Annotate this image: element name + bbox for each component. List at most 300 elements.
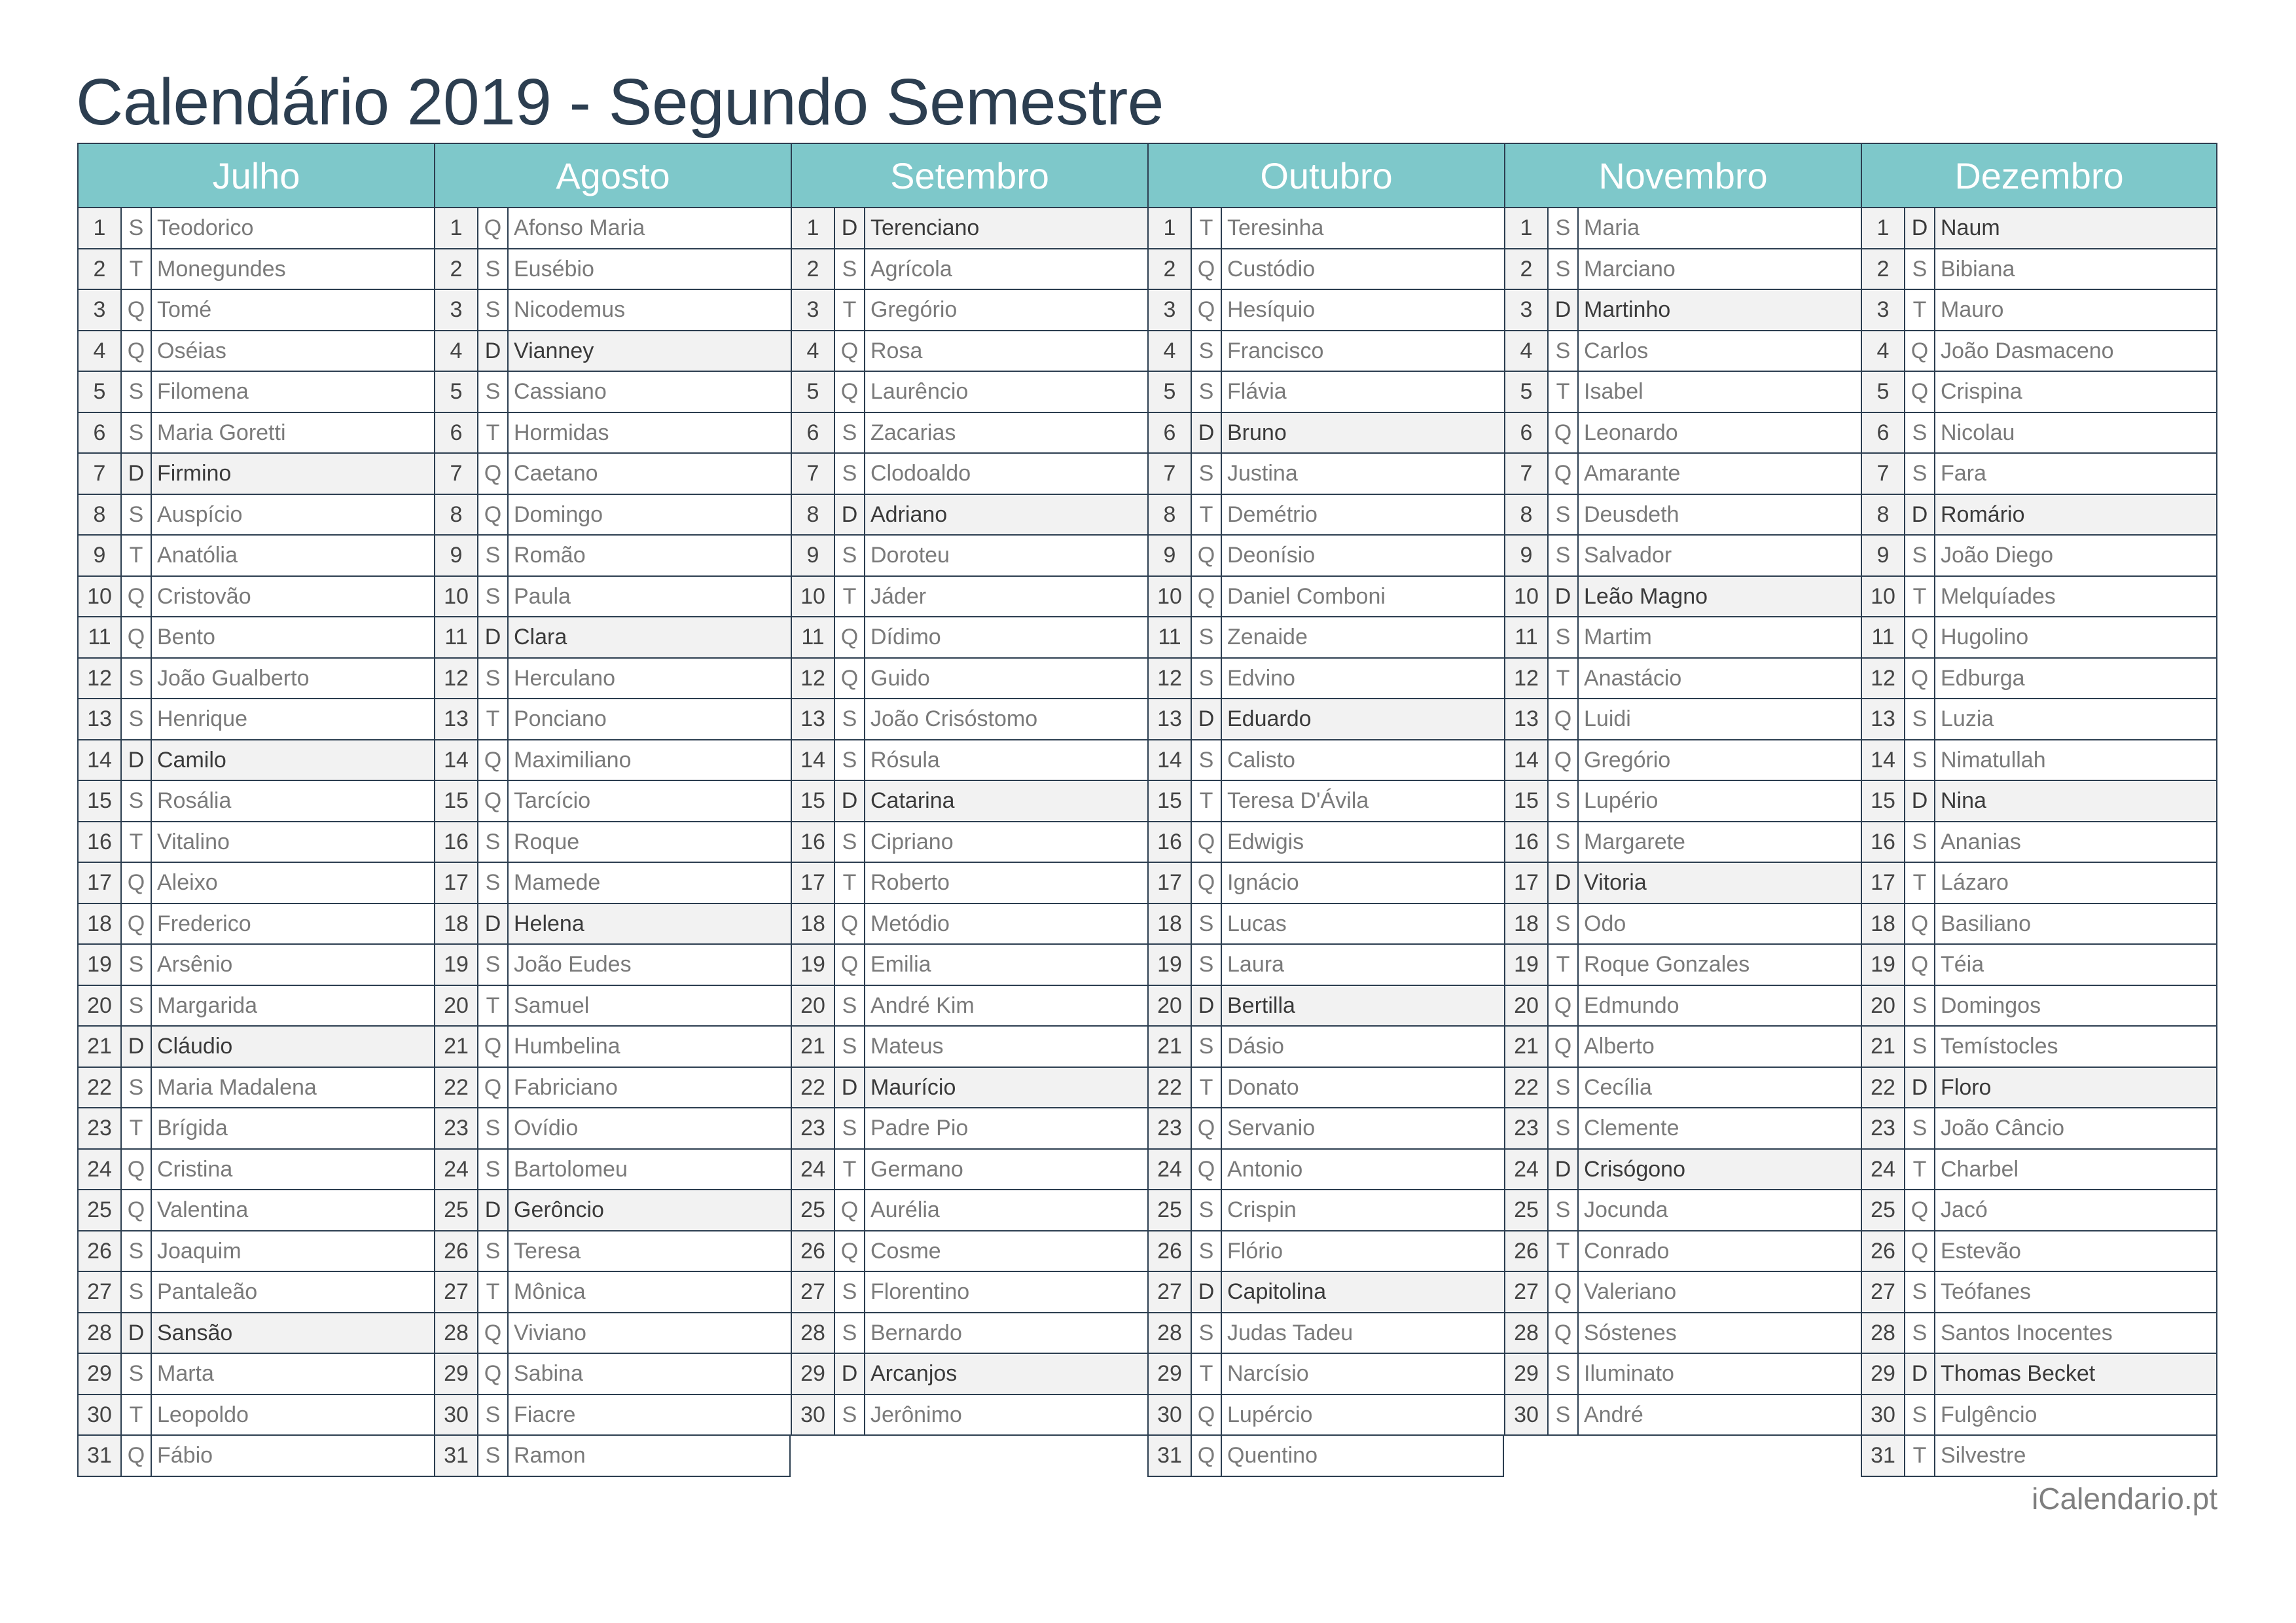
saint-name: Rosa xyxy=(870,338,923,363)
day-number: 10 xyxy=(792,577,835,617)
weekday-letter: S xyxy=(478,659,509,699)
weekday-letter: S xyxy=(478,1231,509,1271)
saint-name: Floro xyxy=(1941,1074,1992,1100)
saint-name: Lupério xyxy=(1584,788,1659,813)
day-number: 25 xyxy=(435,1190,478,1230)
day-row xyxy=(434,536,791,577)
day-row xyxy=(434,1231,791,1273)
saint-name: Jáder xyxy=(870,583,927,609)
saint-name: Crisógono xyxy=(1584,1156,1685,1182)
day-number: 8 xyxy=(1149,495,1192,535)
day-row xyxy=(1147,1231,1504,1273)
saint-name: Ovídio xyxy=(514,1116,579,1140)
saint-name: Zenaide xyxy=(1227,625,1308,649)
day-row xyxy=(1147,822,1504,864)
day-row xyxy=(77,1354,434,1395)
day-row xyxy=(1147,1108,1504,1150)
day-number: 12 xyxy=(792,659,835,699)
day-number: 13 xyxy=(792,699,835,739)
day-list xyxy=(77,208,434,1477)
weekday-letter: Q xyxy=(122,331,152,371)
day-row xyxy=(1147,740,1504,782)
saint-name: Mauro xyxy=(1941,297,2004,322)
month-column-3 xyxy=(1147,143,1504,1477)
day-number: 22 xyxy=(79,1068,122,1108)
day-row xyxy=(1861,699,2217,740)
day-number: 2 xyxy=(1505,249,1549,289)
saint-name: Ananias xyxy=(1941,829,2021,854)
saint-name: Luzia xyxy=(1941,706,1994,731)
weekday-letter: S xyxy=(478,372,509,412)
day-row xyxy=(1861,249,2217,291)
day-number: 28 xyxy=(1505,1313,1549,1353)
day-row xyxy=(1504,1027,1861,1068)
weekday-letter: S xyxy=(122,659,152,699)
day-number: 24 xyxy=(1862,1150,1905,1190)
day-row xyxy=(791,1190,1147,1231)
saint-name: Herculano xyxy=(514,665,615,691)
weekday-letter: S xyxy=(835,1272,865,1312)
saint-name: Maria Madalena xyxy=(157,1074,317,1100)
day-row xyxy=(791,536,1147,577)
day-number: 27 xyxy=(1505,1272,1549,1312)
day-row xyxy=(1504,249,1861,291)
weekday-letter: Q xyxy=(1905,617,1935,657)
day-number: 25 xyxy=(1149,1190,1192,1230)
saint-name: Isabel xyxy=(1584,379,1643,404)
day-row xyxy=(1147,863,1504,904)
day-row xyxy=(791,822,1147,864)
weekday-letter: D xyxy=(1549,863,1579,903)
saint-name: Emilia xyxy=(870,952,931,977)
day-row xyxy=(434,1354,791,1395)
day-row xyxy=(77,1108,434,1150)
weekday-letter: T xyxy=(1905,290,1935,330)
day-row xyxy=(434,1068,791,1109)
day-row xyxy=(1147,1354,1504,1395)
day-number: 26 xyxy=(792,1231,835,1271)
day-number: 9 xyxy=(1505,536,1549,575)
day-number: 16 xyxy=(792,822,835,862)
saint-name: Silvestre xyxy=(1941,1443,2026,1468)
weekday-letter: S xyxy=(1905,249,1935,289)
day-number: 28 xyxy=(435,1313,478,1353)
saint-name: Demétrio xyxy=(1227,501,1318,527)
day-row xyxy=(1147,1395,1504,1436)
day-number: 30 xyxy=(1505,1395,1549,1435)
day-row xyxy=(1861,495,2217,536)
weekday-letter: Q xyxy=(1549,1272,1579,1312)
day-row xyxy=(77,372,434,413)
day-row xyxy=(434,740,791,782)
saint-name: Metódio xyxy=(870,911,950,936)
saint-name: Estevão xyxy=(1941,1238,2021,1264)
saint-name: Oséias xyxy=(157,338,226,363)
day-number: 1 xyxy=(79,208,122,248)
saint-name: Joaquim xyxy=(157,1238,242,1264)
weekday-letter: S xyxy=(1905,454,1935,494)
weekday-letter: T xyxy=(1549,372,1579,412)
weekday-letter: S xyxy=(835,986,865,1026)
saint-name: Adriano xyxy=(870,501,948,527)
day-row xyxy=(1504,1108,1861,1150)
day-row xyxy=(1147,1313,1504,1355)
weekday-letter: Q xyxy=(1192,863,1222,903)
day-row xyxy=(791,413,1147,454)
day-number: 14 xyxy=(1862,740,1905,780)
day-number: 31 xyxy=(1149,1436,1192,1476)
day-number: 31 xyxy=(1862,1436,1905,1476)
month-header: Agosto xyxy=(434,143,791,208)
weekday-letter: Q xyxy=(1549,699,1579,739)
day-row xyxy=(1861,372,2217,413)
day-row xyxy=(434,577,791,618)
weekday-letter: Q xyxy=(478,1027,509,1067)
day-row xyxy=(791,1272,1147,1313)
weekday-letter: Q xyxy=(478,1068,509,1108)
weekday-letter: T xyxy=(122,249,152,289)
weekday-letter: S xyxy=(1549,1108,1579,1148)
saint-name: Maximiliano xyxy=(514,747,632,773)
day-row xyxy=(1147,577,1504,618)
semester-calendar xyxy=(77,143,2218,1477)
saint-name: Naum xyxy=(1941,215,2000,240)
weekday-letter: D xyxy=(1905,208,1935,248)
day-row xyxy=(77,617,434,659)
day-row xyxy=(791,577,1147,618)
saint-name: Anatólia xyxy=(157,543,238,568)
day-number: 18 xyxy=(435,904,478,944)
day-row xyxy=(77,945,434,986)
saint-name: Fulgêncio xyxy=(1941,1402,2037,1427)
saint-name: Leão Magno xyxy=(1584,583,1708,609)
day-number: 3 xyxy=(1505,290,1549,330)
weekday-letter: S xyxy=(1549,249,1579,289)
day-number: 19 xyxy=(1505,945,1549,985)
weekday-letter: D xyxy=(835,495,865,535)
day-row xyxy=(1861,1190,2217,1231)
day-list xyxy=(1147,208,1504,1477)
day-number: 24 xyxy=(435,1150,478,1190)
day-number: 21 xyxy=(435,1027,478,1067)
weekday-letter: Q xyxy=(122,1190,152,1230)
day-row xyxy=(77,290,434,331)
weekday-letter: S xyxy=(1549,781,1579,821)
weekday-letter: S xyxy=(835,413,865,453)
saint-name: Amarante xyxy=(1584,461,1681,486)
weekday-letter: Q xyxy=(1905,945,1935,985)
saint-name: Cosme xyxy=(870,1238,941,1264)
day-row xyxy=(1504,986,1861,1027)
saint-name: Nicolau xyxy=(1941,420,2015,445)
day-number: 12 xyxy=(1862,659,1905,699)
saint-name: Paula xyxy=(514,583,571,609)
saint-name: Flávia xyxy=(1227,379,1287,404)
day-number: 23 xyxy=(79,1108,122,1148)
weekday-letter: S xyxy=(478,1108,509,1148)
day-number: 5 xyxy=(1505,372,1549,412)
weekday-letter: Q xyxy=(478,781,509,821)
day-row xyxy=(1861,659,2217,700)
saint-name: Doroteu xyxy=(870,543,950,568)
weekday-letter: Q xyxy=(835,372,865,412)
day-number: 20 xyxy=(792,986,835,1026)
day-number: 30 xyxy=(79,1395,122,1435)
day-number: 15 xyxy=(1505,781,1549,821)
saint-name: Jerônimo xyxy=(870,1402,962,1427)
day-row xyxy=(791,863,1147,904)
day-row xyxy=(1861,290,2217,331)
weekday-letter: S xyxy=(122,699,152,739)
saint-name: Florentino xyxy=(870,1279,970,1304)
saint-name: Lázaro xyxy=(1941,870,2009,895)
day-number: 11 xyxy=(792,617,835,657)
day-row xyxy=(1147,1190,1504,1231)
weekday-letter: D xyxy=(122,454,152,494)
weekday-letter: D xyxy=(835,208,865,248)
saint-name: Vianney xyxy=(514,338,594,363)
day-row xyxy=(77,249,434,291)
weekday-letter: Q xyxy=(478,1354,509,1394)
weekday-letter: Q xyxy=(1905,659,1935,699)
day-number: 30 xyxy=(435,1395,478,1435)
day-number: 3 xyxy=(1862,290,1905,330)
day-row xyxy=(1504,1150,1861,1191)
saint-name: Romão xyxy=(514,543,586,568)
day-number: 3 xyxy=(435,290,478,330)
saint-name: Calisto xyxy=(1227,747,1295,773)
weekday-letter: S xyxy=(478,577,509,617)
day-number: 8 xyxy=(1862,495,1905,535)
day-row xyxy=(791,372,1147,413)
saint-name: Fábio xyxy=(157,1443,213,1468)
saint-name: Teófanes xyxy=(1941,1279,2031,1304)
day-row xyxy=(1504,1068,1861,1109)
day-number: 1 xyxy=(792,208,835,248)
day-number: 14 xyxy=(435,740,478,780)
day-number: 14 xyxy=(1505,740,1549,780)
day-number: 26 xyxy=(435,1231,478,1271)
day-number: 28 xyxy=(792,1313,835,1353)
saint-name: Arsênio xyxy=(157,952,233,977)
saint-name: Edwigis xyxy=(1227,829,1304,854)
saint-name: Tarcício xyxy=(514,788,591,813)
day-row xyxy=(434,659,791,700)
weekday-letter: D xyxy=(478,904,509,944)
day-number: 12 xyxy=(1505,659,1549,699)
day-row xyxy=(434,249,791,291)
day-row xyxy=(1861,740,2217,782)
saint-name: Ignácio xyxy=(1227,870,1299,895)
day-number: 29 xyxy=(1505,1354,1549,1394)
saint-name: Conrado xyxy=(1584,1238,1670,1264)
day-number: 22 xyxy=(435,1068,478,1108)
weekday-letter: S xyxy=(1192,1231,1222,1271)
weekday-letter: S xyxy=(1192,1313,1222,1353)
saint-name: Domingos xyxy=(1941,993,2041,1018)
day-list xyxy=(791,208,1147,1436)
weekday-letter: Q xyxy=(1192,822,1222,862)
saint-name: Thomas Becket xyxy=(1941,1361,2096,1386)
day-row xyxy=(791,781,1147,822)
day-number: 23 xyxy=(1149,1108,1192,1148)
weekday-letter: S xyxy=(835,1108,865,1148)
day-row xyxy=(791,1354,1147,1395)
day-number: 5 xyxy=(1149,372,1192,412)
day-number: 2 xyxy=(792,249,835,289)
day-number: 27 xyxy=(1862,1272,1905,1312)
weekday-letter: T xyxy=(478,699,509,739)
day-row xyxy=(77,1027,434,1068)
saint-name: Martinho xyxy=(1584,297,1671,322)
day-row xyxy=(791,1027,1147,1068)
day-number: 30 xyxy=(1149,1395,1192,1435)
day-row xyxy=(1504,822,1861,864)
weekday-letter: D xyxy=(478,617,509,657)
weekday-letter: S xyxy=(1192,659,1222,699)
weekday-letter: T xyxy=(835,1150,865,1190)
saint-name: Maurício xyxy=(870,1074,956,1100)
day-number: 11 xyxy=(1862,617,1905,657)
day-row xyxy=(434,1190,791,1231)
weekday-letter: Q xyxy=(1192,249,1222,289)
saint-name: Luidi xyxy=(1584,706,1631,731)
saint-name: Marta xyxy=(157,1361,214,1386)
saint-name: Viviano xyxy=(514,1320,586,1345)
day-number: 17 xyxy=(79,863,122,903)
saint-name: Firmino xyxy=(157,461,232,486)
saint-name: Vitoria xyxy=(1584,870,1647,895)
saint-name: Téia xyxy=(1941,952,1984,977)
saint-name: Margarete xyxy=(1584,829,1685,854)
day-row xyxy=(434,863,791,904)
day-number: 28 xyxy=(79,1313,122,1353)
saint-name: Eduardo xyxy=(1227,706,1312,731)
day-number: 24 xyxy=(79,1150,122,1190)
day-number: 16 xyxy=(1505,822,1549,862)
day-row xyxy=(1147,1272,1504,1313)
weekday-letter: S xyxy=(835,1395,865,1435)
day-number: 23 xyxy=(1862,1108,1905,1148)
day-number: 22 xyxy=(1505,1068,1549,1108)
day-row xyxy=(434,986,791,1027)
day-row xyxy=(77,863,434,904)
day-number: 19 xyxy=(1862,945,1905,985)
saint-name: Daniel Comboni xyxy=(1227,583,1386,609)
saint-name: Donato xyxy=(1227,1074,1299,1100)
day-number: 23 xyxy=(1505,1108,1549,1148)
day-row xyxy=(77,699,434,740)
saint-name: Jacó xyxy=(1941,1197,1988,1222)
saint-name: Custódio xyxy=(1227,256,1316,282)
day-row xyxy=(791,1068,1147,1109)
saint-name: Justina xyxy=(1227,461,1298,486)
day-number: 15 xyxy=(79,781,122,821)
day-row xyxy=(1147,331,1504,373)
day-row xyxy=(77,1272,434,1313)
day-number: 5 xyxy=(1862,372,1905,412)
weekday-letter: S xyxy=(478,1436,509,1476)
saint-name: Gerôncio xyxy=(514,1197,604,1222)
day-row xyxy=(77,1150,434,1191)
weekday-letter: D xyxy=(1905,1068,1935,1108)
weekday-letter: S xyxy=(122,1354,152,1394)
saint-name: Nimatullah xyxy=(1941,747,2046,773)
weekday-letter: Q xyxy=(1905,372,1935,412)
saint-name: Romário xyxy=(1941,501,2025,527)
saint-name: Valeriano xyxy=(1584,1279,1677,1304)
weekday-letter: S xyxy=(122,1068,152,1108)
day-row xyxy=(434,454,791,495)
day-number: 15 xyxy=(435,781,478,821)
saint-name: André xyxy=(1584,1402,1643,1427)
day-row xyxy=(791,454,1147,495)
day-row xyxy=(77,781,434,822)
day-number: 13 xyxy=(435,699,478,739)
saint-name: Auspício xyxy=(157,501,243,527)
day-row xyxy=(1504,1354,1861,1395)
saint-name: Frederico xyxy=(157,911,251,936)
saint-name: Sóstenes xyxy=(1584,1320,1677,1345)
saint-name: Eusébio xyxy=(514,256,594,282)
day-row xyxy=(1861,577,2217,618)
saint-name: Mônica xyxy=(514,1279,586,1304)
weekday-letter: Q xyxy=(1192,1108,1222,1148)
day-number: 10 xyxy=(1505,577,1549,617)
saint-name: Germano xyxy=(870,1156,963,1182)
weekday-letter: Q xyxy=(835,904,865,944)
day-number: 18 xyxy=(1149,904,1192,944)
day-row xyxy=(434,945,791,986)
day-number: 27 xyxy=(1149,1272,1192,1312)
day-number: 27 xyxy=(79,1272,122,1312)
weekday-letter: T xyxy=(478,1272,509,1312)
saint-name: Quentino xyxy=(1227,1443,1318,1468)
saint-name: Bruno xyxy=(1227,420,1287,445)
day-row xyxy=(1504,1231,1861,1273)
day-row xyxy=(791,1108,1147,1150)
day-row xyxy=(77,495,434,536)
weekday-letter: T xyxy=(1192,208,1222,248)
weekday-letter: T xyxy=(1549,945,1579,985)
saint-name: Afonso Maria xyxy=(514,215,645,240)
day-row xyxy=(1504,331,1861,373)
saint-name: André Kim xyxy=(870,993,975,1018)
saint-name: Crispina xyxy=(1941,379,2022,404)
weekday-letter: D xyxy=(1905,781,1935,821)
saint-name: Temístocles xyxy=(1941,1034,2058,1059)
weekday-letter: Q xyxy=(122,1150,152,1190)
saint-name: Capitolina xyxy=(1227,1279,1327,1304)
weekday-letter: D xyxy=(1192,699,1222,739)
day-row xyxy=(791,945,1147,986)
weekday-letter: T xyxy=(1905,863,1935,903)
saint-name: Helena xyxy=(514,911,584,936)
saint-name: Monegundes xyxy=(157,256,286,282)
day-number: 5 xyxy=(79,372,122,412)
saint-name: Leonardo xyxy=(1584,420,1678,445)
saint-name: Fabriciano xyxy=(514,1074,618,1100)
weekday-letter: S xyxy=(1192,372,1222,412)
weekday-letter: S xyxy=(1905,413,1935,453)
day-number: 15 xyxy=(1149,781,1192,821)
day-row xyxy=(1861,454,2217,495)
saint-name: Mamede xyxy=(514,870,601,895)
weekday-letter: Q xyxy=(478,454,509,494)
day-row xyxy=(77,1436,434,1477)
saint-name: Deonísio xyxy=(1227,543,1316,568)
day-row xyxy=(791,290,1147,331)
